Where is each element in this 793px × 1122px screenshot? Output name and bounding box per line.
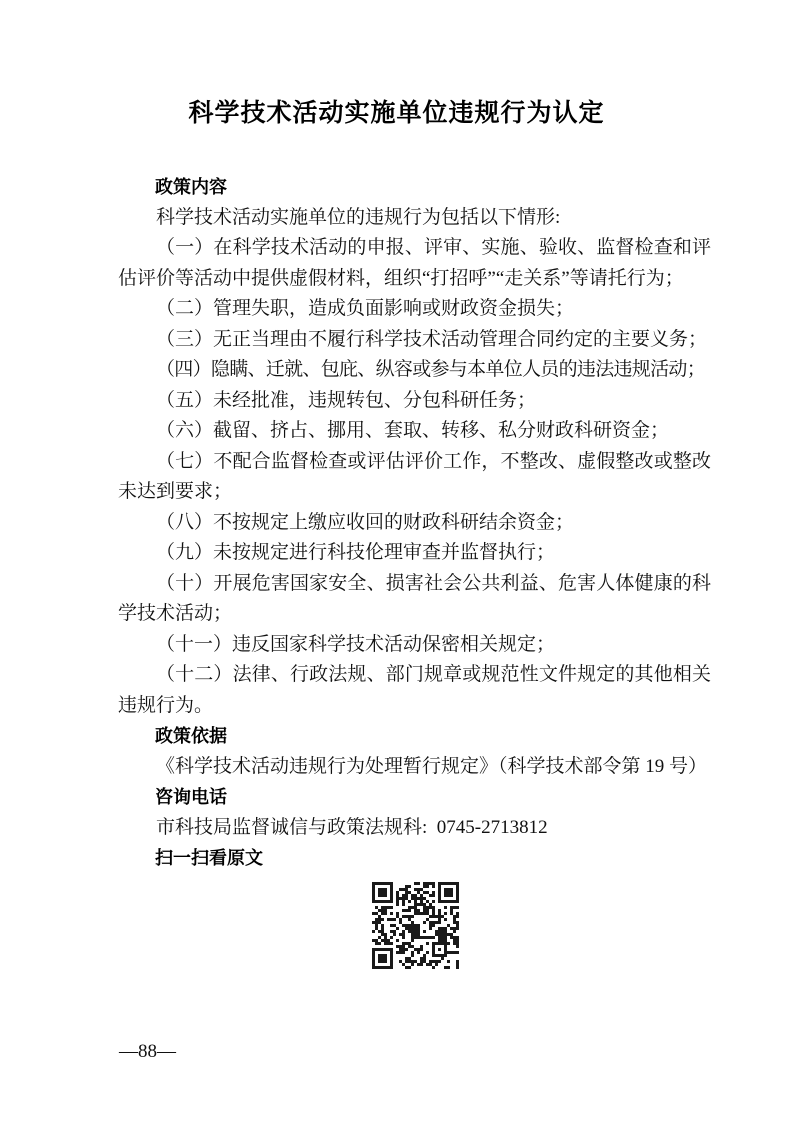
policy-item: （一）在科学技术活动的申报、评审、实施、验收、监督检查和评估评价等活动中提供虚假材料，组织“打招呼”“走关系”等请托行为； <box>118 237 711 289</box>
policy-item: （三）无正当理由不履行科学技术活动管理合同约定的主要义务； <box>156 328 708 350</box>
policy-items <box>118 233 711 721</box>
policy-item: （四）隐瞒、迁就、包庇、纵容或参与本单位人员的违法违规活动； <box>156 359 706 380</box>
section-heading-contact-phone: 咨询电话 <box>155 787 227 807</box>
policy-item: （六）截留、挤占、挪用、套取、转移、私分财政科研资金； <box>156 420 670 441</box>
policy-intro: 科学技术活动实施单位的违规行为包括以下情形: <box>156 206 561 228</box>
policy-basis-text: 《科学技术活动违规行为处理暂行规定》（科学技术部令第 19 号） <box>156 755 708 777</box>
policy-item: （二）管理失职，造成负面影响或财政资金损失； <box>156 298 575 319</box>
page-number: —88— <box>119 1041 176 1062</box>
section-heading-scan-original: 扫一扫看原文 <box>155 848 263 868</box>
policy-item: （十二）法律、行政法规、部门规章或规范性文件规定的其他相关违规行为。 <box>118 664 711 716</box>
page-title: 科学技术活动实施单位违规行为认定 <box>188 100 605 127</box>
policy-item: （七）不配合监督检查或评估评价工作，不整改、虚假整改或整改未达到要求； <box>118 450 711 502</box>
policy-item: （五）未经批准，违规转包、分包科研任务； <box>156 389 537 411</box>
qr-code-icon <box>372 882 459 969</box>
document-body <box>118 172 711 969</box>
policy-item: （十）开展危害国家安全、损害社会公共利益、危害人体健康的科学技术活动； <box>118 572 711 624</box>
section-heading-policy-basis: 政策依据 <box>155 726 227 746</box>
contact-phone-line: 市科技局监督诚信与政策法规科: 0745-2713812 <box>156 816 548 838</box>
policy-item: （十一）违反国家科学技术活动保密相关规定； <box>156 633 556 655</box>
policy-item: （八）不按规定上缴应收回的财政科研结余资金； <box>156 511 575 533</box>
policy-item: （九）未按规定进行科技伦理审查并监督执行； <box>156 542 556 563</box>
section-heading-policy-content: 政策内容 <box>155 177 227 197</box>
